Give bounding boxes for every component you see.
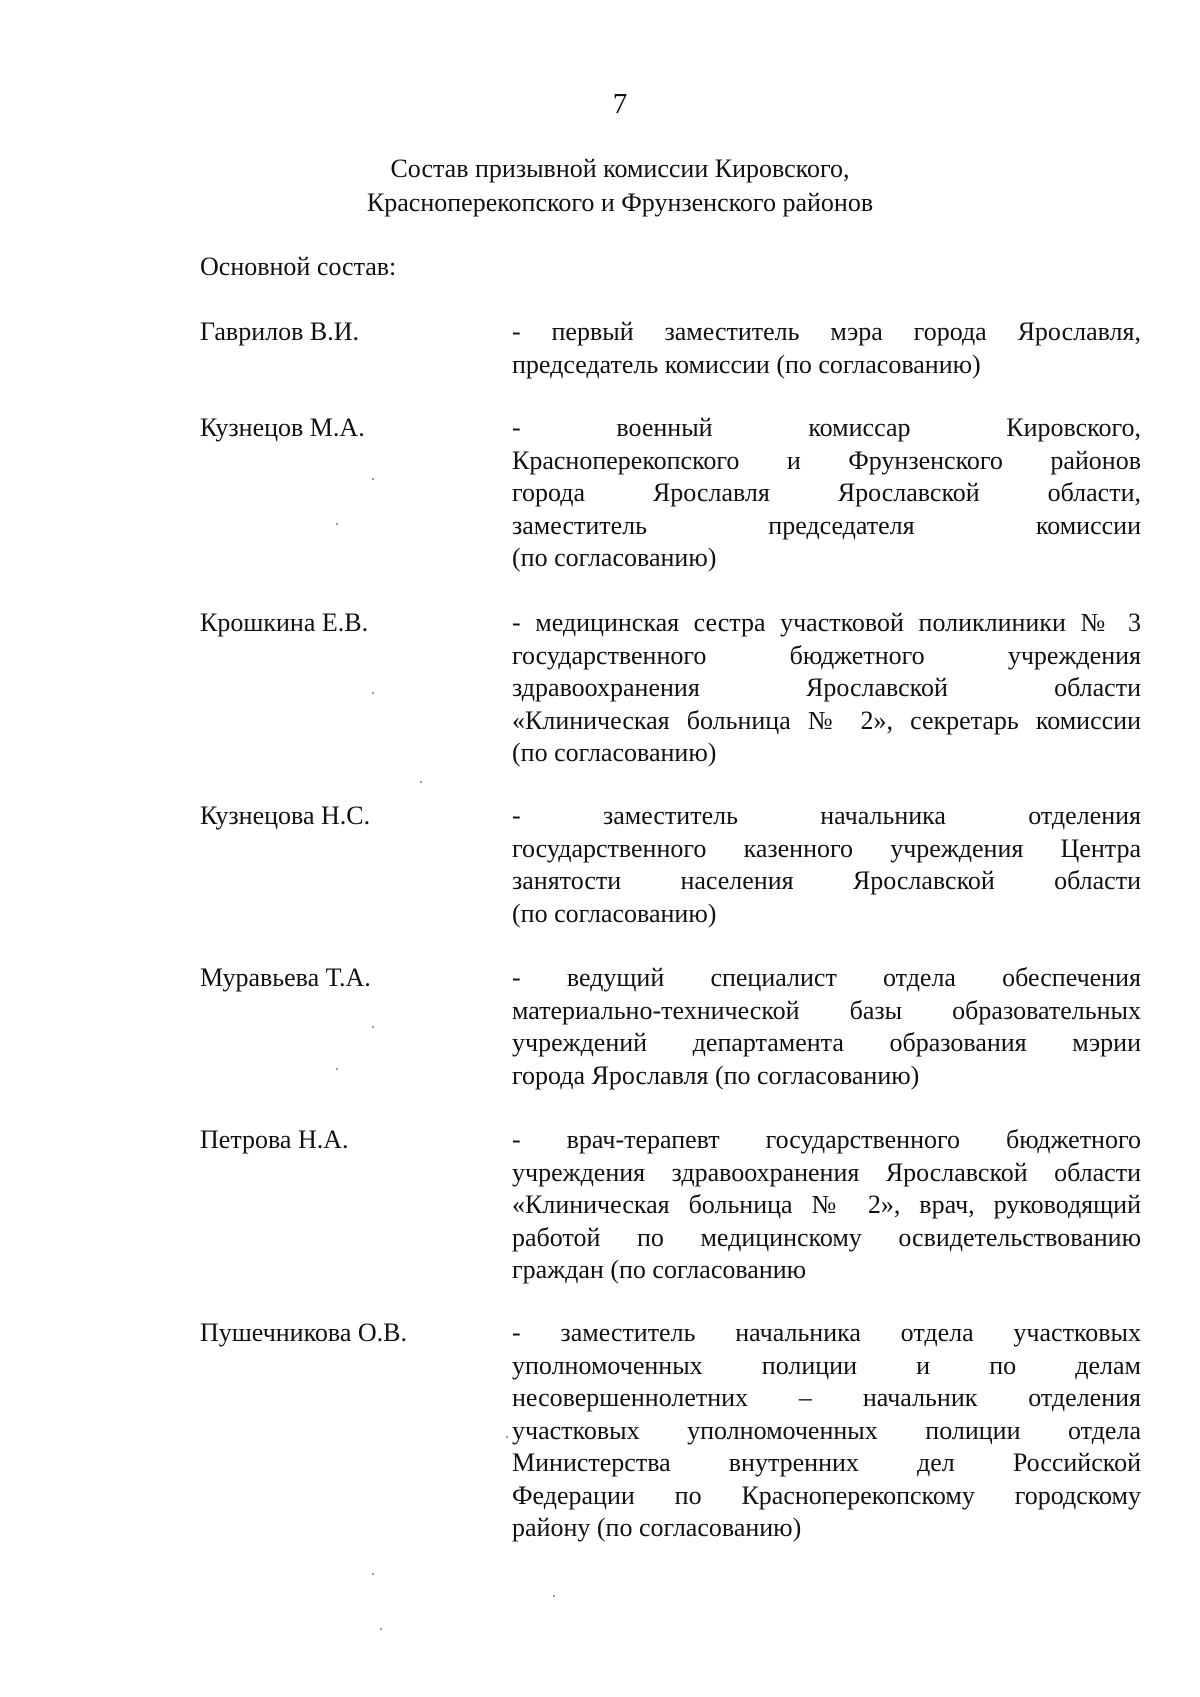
role-line: учреждения здравоохранения Ярославской области: [512, 1157, 1141, 1187]
member-role: [512, 607, 1141, 770]
role-line: работой по медицинскому освидетельствованию: [512, 1222, 1141, 1252]
member-name: Муравьева Т.А.: [200, 963, 371, 992]
title-line-2: Красноперекопского и Фрунзенского районов: [366, 188, 874, 217]
member-name: Гаврилов В.И.: [200, 317, 359, 346]
role-line: - ведущий специалист отдела обеспечения: [512, 963, 1141, 992]
role-line: председатель комиссии (по согласованию): [512, 349, 981, 379]
role-line: Министерства внутренних дел Российской: [512, 1448, 1141, 1477]
scan-speck: [372, 1026, 374, 1028]
role-line: здравоохранения Ярославской области: [512, 673, 1141, 702]
title-line-1: Состав призывной комиссии Кировского,: [390, 154, 850, 183]
role-line: граждан (по согласованию: [512, 1255, 807, 1284]
role-line: - первый заместитель мэра города Ярославля,: [512, 317, 1141, 346]
role-line: району (по согласованию): [512, 1513, 802, 1542]
section-label-main-composition: Основной состав:: [200, 252, 397, 281]
scan-speck: [553, 1595, 555, 1597]
role-line: (по согласованию): [512, 543, 717, 572]
member-name: Петрова Н.А.: [200, 1125, 349, 1154]
member-role: [512, 1124, 1141, 1287]
role-line: «Клиническая больница № 2», секретарь комиссии: [512, 705, 1141, 735]
member-name: Пушечникова О.В.: [200, 1318, 407, 1347]
scan-speck: [336, 1068, 338, 1070]
scan-speck: [420, 781, 422, 783]
member-role: [512, 412, 1141, 575]
role-line: города Ярославля (по согласованию): [512, 1060, 920, 1090]
role-line: «Клиническая больница № 2», врач, руководящий: [512, 1190, 1141, 1219]
role-line: несовершеннолетних – начальник отделения: [512, 1383, 1141, 1412]
role-line: - врач-терапевт государственного бюджетного: [512, 1125, 1141, 1154]
role-line: - медицинская сестра участковой поликлиники № 3: [512, 608, 1141, 637]
role-line: - заместитель начальника отдела участковых: [512, 1318, 1141, 1347]
role-line: Федерации по Красноперекопскому городскому: [512, 1480, 1141, 1510]
role-line: материально-технической базы образовательных: [512, 995, 1141, 1025]
role-line: города Ярославля Ярославской области,: [512, 478, 1141, 507]
member-name: Кузнецова Н.С.: [200, 801, 371, 830]
member-role: [512, 1317, 1141, 1545]
scan-speck: [380, 1628, 382, 1630]
role-line: государственного казенного учреждения Центра: [512, 833, 1141, 863]
role-line: государственного бюджетного учреждения: [512, 640, 1141, 670]
role-line: учреждений департамента образования мэрии: [512, 1028, 1141, 1057]
role-line: заместитель председателя комиссии: [512, 510, 1141, 540]
role-line: (по согласованию): [512, 738, 717, 767]
scan-speck: [372, 478, 374, 480]
role-line: (по согласованию): [512, 898, 717, 928]
scan-speck: [336, 523, 338, 525]
role-line: Красноперекопского и Фрунзенского районов: [512, 445, 1141, 475]
member-role: [512, 316, 1141, 381]
document-title: [0, 152, 1200, 220]
role-line: уполномоченных полиции и по делам: [512, 1350, 1141, 1380]
member-role: [512, 962, 1141, 1092]
scan-speck: [372, 692, 374, 694]
role-line: - заместитель начальника отделения: [512, 801, 1141, 830]
scan-speck: [506, 1436, 508, 1438]
scan-speck: [372, 1573, 374, 1575]
page-number: 7: [612, 88, 628, 120]
member-name: Крошкина Е.В.: [200, 608, 369, 637]
role-line: - военный комиссар Кировского,: [512, 413, 1141, 442]
member-name: Кузнецов М.А.: [200, 413, 365, 442]
member-role: [512, 800, 1141, 930]
role-line: участковых уполномоченных полиции отдела: [512, 1415, 1141, 1445]
role-line: занятости населения Ярославской области: [512, 866, 1141, 895]
